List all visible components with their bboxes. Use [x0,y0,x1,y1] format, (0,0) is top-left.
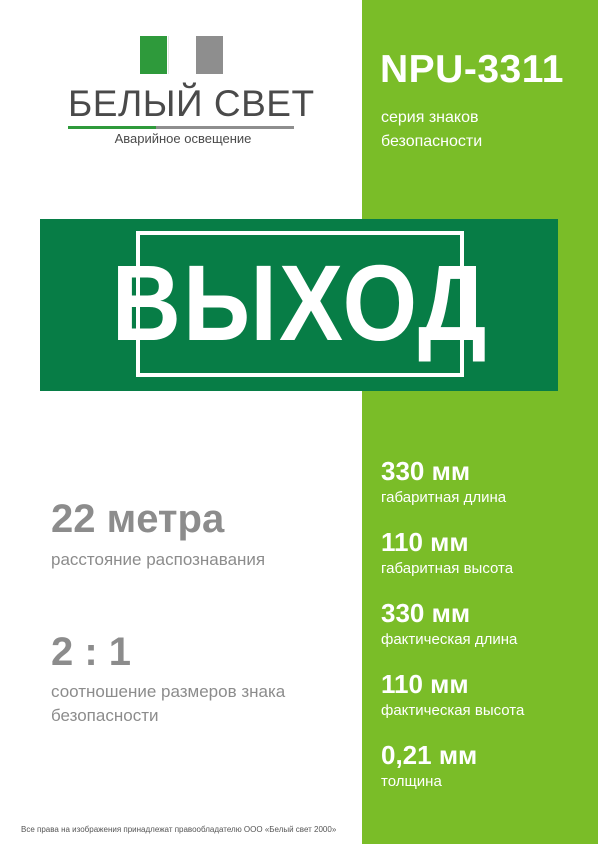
brand-tagline: Аварийное освещение [114,131,252,146]
logo-block-white [168,36,197,74]
spec-label: фактическая длина [381,631,518,648]
recognition-distance-value: 22 метра [51,497,225,541]
aspect-ratio-label: соотношение размеров знака безопасности [51,682,286,725]
spec-label: габаритная высота [381,560,514,577]
spec-label: фактическая высота [381,702,525,719]
brand-logo [68,36,315,146]
copyright-notice: Все права на изображения принадлежат правообладателю ООО «Белый свет 2000» [21,825,337,834]
brand-name: БЕЛЫЙ СВЕТ [68,83,315,124]
spec-value: 110 мм [381,527,469,557]
recognition-distance-label: расстояние распознавания [51,550,266,569]
spec-value: 330 мм [381,456,471,486]
spec-label: габаритная длина [381,489,507,506]
logo-color-blocks [140,36,224,74]
spec-value: 0,21 мм [381,740,478,770]
logo-rule-green [68,126,156,129]
logo-rule-grey [156,126,294,129]
product-series: серия знаков безопасности [381,109,483,150]
exit-sign-text: ВЫХОД [111,243,489,364]
exit-sign [40,219,558,391]
logo-block-green [140,36,167,74]
aspect-ratio-value: 2 : 1 [51,630,132,674]
spec-value: 330 мм [381,598,471,628]
spec-value: 110 мм [381,669,469,699]
product-model: NPU-3311 [380,48,564,91]
logo-block-grey [196,36,223,74]
spec-label: толщина [381,773,442,790]
